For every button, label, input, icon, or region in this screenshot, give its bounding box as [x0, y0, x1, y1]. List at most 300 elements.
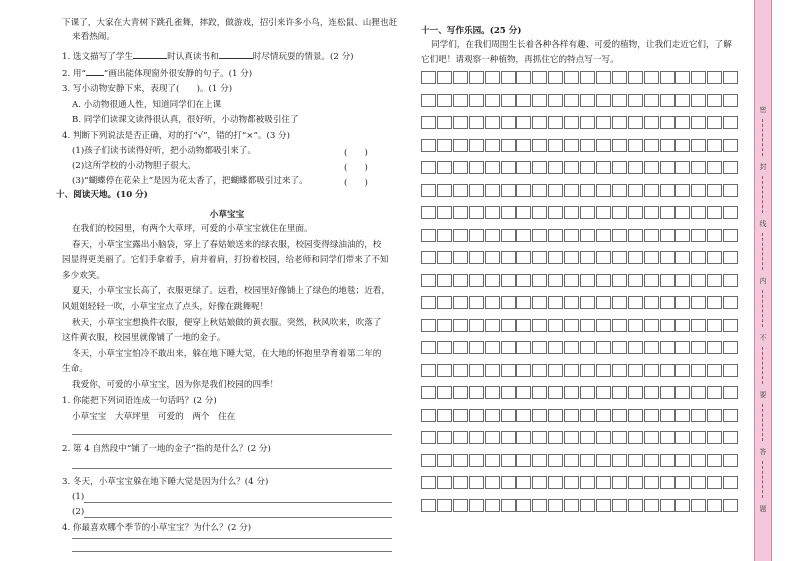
grid-cell[interactable] — [628, 116, 643, 129]
grid-cell[interactable] — [469, 71, 484, 84]
grid-cell[interactable] — [453, 296, 468, 309]
grid-cell[interactable] — [469, 431, 484, 444]
grid-cell[interactable] — [437, 94, 452, 107]
grid-cell[interactable] — [485, 409, 500, 422]
grid-cell[interactable] — [675, 139, 690, 152]
grid-cell[interactable] — [437, 274, 452, 287]
grid-cell[interactable] — [612, 364, 627, 377]
grid-cell[interactable] — [660, 251, 675, 264]
grid-cell[interactable] — [501, 319, 516, 332]
grid-cell[interactable] — [660, 139, 675, 152]
grid-cell[interactable] — [564, 94, 579, 107]
grid-cell[interactable] — [707, 476, 722, 489]
grid-cell[interactable] — [596, 229, 611, 242]
grid-cell[interactable] — [707, 139, 722, 152]
grid-cell[interactable] — [723, 364, 738, 377]
grid-cell[interactable] — [485, 499, 500, 512]
grid-cell[interactable] — [501, 206, 516, 219]
grid-cell[interactable] — [421, 341, 436, 354]
grid-cell[interactable] — [691, 229, 706, 242]
grid-cell[interactable] — [516, 206, 531, 219]
grid-cell[interactable] — [723, 229, 738, 242]
grid-cell[interactable] — [421, 454, 436, 467]
grid-cell[interactable] — [564, 499, 579, 512]
grid-cell[interactable] — [628, 184, 643, 197]
grid-cell[interactable] — [516, 71, 531, 84]
grid-cell[interactable] — [596, 71, 611, 84]
grid-cell[interactable] — [532, 71, 547, 84]
grid-cell[interactable] — [532, 499, 547, 512]
grid-cell[interactable] — [675, 184, 690, 197]
q4-answer-3[interactable]: ( ) — [344, 178, 368, 188]
grid-cell[interactable] — [596, 499, 611, 512]
grid-cell[interactable] — [596, 364, 611, 377]
grid-cell[interactable] — [421, 94, 436, 107]
grid-cell[interactable] — [548, 386, 563, 399]
grid-cell[interactable] — [723, 499, 738, 512]
grid-cell[interactable] — [516, 319, 531, 332]
grid-cell[interactable] — [660, 476, 675, 489]
grid-cell[interactable] — [548, 499, 563, 512]
grid-cell[interactable] — [421, 319, 436, 332]
grid-cell[interactable] — [644, 94, 659, 107]
grid-cell[interactable] — [580, 386, 595, 399]
grid-cell[interactable] — [580, 454, 595, 467]
grid-cell[interactable] — [421, 364, 436, 377]
grid-cell[interactable] — [628, 499, 643, 512]
q4-answer-2[interactable]: ( ) — [344, 163, 368, 173]
grid-cell[interactable] — [660, 409, 675, 422]
grid-cell[interactable] — [453, 229, 468, 242]
grid-cell[interactable] — [628, 476, 643, 489]
grid-cell[interactable] — [660, 161, 675, 174]
grid-cell[interactable] — [437, 409, 452, 422]
grid-cell[interactable] — [548, 161, 563, 174]
grid-cell[interactable] — [469, 296, 484, 309]
grid-cell[interactable] — [437, 139, 452, 152]
grid-cell[interactable] — [501, 94, 516, 107]
grid-cell[interactable] — [437, 71, 452, 84]
grid-cell[interactable] — [612, 116, 627, 129]
grid-cell[interactable] — [628, 341, 643, 354]
grid-cell[interactable] — [723, 454, 738, 467]
grid-cell[interactable] — [421, 184, 436, 197]
grid-cell[interactable] — [660, 341, 675, 354]
grid-cell[interactable] — [564, 71, 579, 84]
grid-cell[interactable] — [628, 364, 643, 377]
grid-cell[interactable] — [485, 251, 500, 264]
grid-cell[interactable] — [469, 251, 484, 264]
grid-cell[interactable] — [453, 274, 468, 287]
grid-cell[interactable] — [596, 94, 611, 107]
grid-cell[interactable] — [580, 364, 595, 377]
grid-cell[interactable] — [580, 476, 595, 489]
grid-cell[interactable] — [628, 94, 643, 107]
grid-cell[interactable] — [612, 71, 627, 84]
q3-option-a[interactable]: A. 小动物很通人性，知道同学们在上课 — [72, 100, 222, 110]
grid-cell[interactable] — [453, 386, 468, 399]
grid-cell[interactable] — [485, 454, 500, 467]
grid-cell[interactable] — [612, 499, 627, 512]
grid-cell[interactable] — [437, 116, 452, 129]
grid-cell[interactable] — [532, 229, 547, 242]
grid-cell[interactable] — [660, 206, 675, 219]
grid-cell[interactable] — [421, 296, 436, 309]
grid-cell[interactable] — [501, 184, 516, 197]
grid-cell[interactable] — [723, 341, 738, 354]
grid-cell[interactable] — [532, 296, 547, 309]
grid-cell[interactable] — [707, 409, 722, 422]
grid-cell[interactable] — [596, 251, 611, 264]
grid-cell[interactable] — [580, 409, 595, 422]
grid-cell[interactable] — [421, 116, 436, 129]
grid-cell[interactable] — [469, 454, 484, 467]
grid-cell[interactable] — [501, 71, 516, 84]
grid-cell[interactable] — [564, 184, 579, 197]
grid-cell[interactable] — [644, 229, 659, 242]
grid-cell[interactable] — [516, 251, 531, 264]
grid-cell[interactable] — [723, 296, 738, 309]
grid-cell[interactable] — [644, 409, 659, 422]
grid-cell[interactable] — [421, 499, 436, 512]
grid-cell[interactable] — [437, 161, 452, 174]
grid-cell[interactable] — [485, 296, 500, 309]
grid-cell[interactable] — [421, 409, 436, 422]
grid-cell[interactable] — [516, 184, 531, 197]
grid-cell[interactable] — [564, 296, 579, 309]
grid-cell[interactable] — [485, 206, 500, 219]
grid-cell[interactable] — [548, 229, 563, 242]
grid-cell[interactable] — [516, 476, 531, 489]
grid-cell[interactable] — [628, 319, 643, 332]
grid-cell[interactable] — [580, 94, 595, 107]
grid-cell[interactable] — [612, 251, 627, 264]
grid-cell[interactable] — [548, 296, 563, 309]
grid-cell[interactable] — [644, 116, 659, 129]
grid-cell[interactable] — [628, 431, 643, 444]
grid-cell[interactable] — [675, 409, 690, 422]
grid-cell[interactable] — [723, 161, 738, 174]
grid-cell[interactable] — [723, 206, 738, 219]
grid-cell[interactable] — [516, 296, 531, 309]
grid-cell[interactable] — [453, 319, 468, 332]
grid-cell[interactable] — [548, 116, 563, 129]
grid-cell[interactable] — [580, 499, 595, 512]
grid-cell[interactable] — [421, 161, 436, 174]
grid-cell[interactable] — [580, 206, 595, 219]
grid-cell[interactable] — [437, 431, 452, 444]
grid-cell[interactable] — [723, 184, 738, 197]
grid-cell[interactable] — [548, 431, 563, 444]
grid-cell[interactable] — [532, 139, 547, 152]
grid-cell[interactable] — [548, 341, 563, 354]
grid-cell[interactable] — [564, 454, 579, 467]
grid-cell[interactable] — [628, 274, 643, 287]
grid-cell[interactable] — [612, 94, 627, 107]
reading-q1-answer-line[interactable] — [72, 434, 392, 435]
grid-cell[interactable] — [691, 296, 706, 309]
grid-cell[interactable] — [707, 71, 722, 84]
grid-cell[interactable] — [707, 341, 722, 354]
grid-cell[interactable] — [628, 386, 643, 399]
grid-cell[interactable] — [580, 251, 595, 264]
grid-cell[interactable] — [437, 251, 452, 264]
grid-cell[interactable] — [723, 409, 738, 422]
grid-cell[interactable] — [691, 274, 706, 287]
grid-cell[interactable] — [612, 454, 627, 467]
grid-cell[interactable] — [485, 161, 500, 174]
grid-cell[interactable] — [644, 454, 659, 467]
reading-q4-answer-line-1[interactable] — [72, 538, 392, 539]
grid-cell[interactable] — [580, 296, 595, 309]
grid-cell[interactable] — [437, 386, 452, 399]
grid-cell[interactable] — [453, 364, 468, 377]
grid-cell[interactable] — [691, 139, 706, 152]
grid-cell[interactable] — [532, 431, 547, 444]
grid-cell[interactable] — [485, 386, 500, 399]
grid-cell[interactable] — [532, 454, 547, 467]
grid-cell[interactable] — [644, 274, 659, 287]
grid-cell[interactable] — [612, 184, 627, 197]
grid-cell[interactable] — [691, 431, 706, 444]
grid-cell[interactable] — [532, 341, 547, 354]
grid-cell[interactable] — [485, 341, 500, 354]
grid-cell[interactable] — [723, 476, 738, 489]
grid-cell[interactable] — [501, 116, 516, 129]
grid-cell[interactable] — [723, 251, 738, 264]
grid-cell[interactable] — [612, 409, 627, 422]
grid-cell[interactable] — [660, 184, 675, 197]
grid-cell[interactable] — [548, 319, 563, 332]
grid-cell[interactable] — [628, 409, 643, 422]
grid-cell[interactable] — [469, 409, 484, 422]
grid-cell[interactable] — [644, 184, 659, 197]
grid-cell[interactable] — [707, 386, 722, 399]
grid-cell[interactable] — [564, 386, 579, 399]
reading-q3-answer-line-1[interactable] — [84, 502, 392, 503]
reading-q2-answer-line[interactable] — [72, 468, 392, 469]
grid-cell[interactable] — [564, 229, 579, 242]
grid-cell[interactable] — [691, 454, 706, 467]
grid-cell[interactable] — [660, 319, 675, 332]
grid-cell[interactable] — [644, 161, 659, 174]
grid-cell[interactable] — [485, 274, 500, 287]
grid-cell[interactable] — [437, 184, 452, 197]
grid-cell[interactable] — [580, 229, 595, 242]
grid-cell[interactable] — [596, 274, 611, 287]
grid-cell[interactable] — [675, 206, 690, 219]
grid-cell[interactable] — [596, 206, 611, 219]
grid-cell[interactable] — [469, 116, 484, 129]
grid-cell[interactable] — [516, 229, 531, 242]
grid-cell[interactable] — [596, 409, 611, 422]
grid-cell[interactable] — [612, 476, 627, 489]
grid-cell[interactable] — [596, 341, 611, 354]
grid-cell[interactable] — [691, 161, 706, 174]
grid-cell[interactable] — [469, 319, 484, 332]
grid-cell[interactable] — [453, 139, 468, 152]
grid-cell[interactable] — [437, 206, 452, 219]
grid-cell[interactable] — [612, 229, 627, 242]
grid-cell[interactable] — [437, 229, 452, 242]
grid-cell[interactable] — [548, 274, 563, 287]
q3-option-b[interactable]: B. 同学们读课文读得很认真，很好听，小动物都被吸引住了 — [72, 115, 299, 125]
grid-cell[interactable] — [707, 94, 722, 107]
grid-cell[interactable] — [421, 431, 436, 444]
grid-cell[interactable] — [644, 319, 659, 332]
grid-cell[interactable] — [675, 251, 690, 264]
grid-cell[interactable] — [469, 341, 484, 354]
grid-cell[interactable] — [469, 274, 484, 287]
grid-cell[interactable] — [612, 274, 627, 287]
grid-cell[interactable] — [421, 139, 436, 152]
grid-cell[interactable] — [691, 341, 706, 354]
grid-cell[interactable] — [532, 386, 547, 399]
grid-cell[interactable] — [660, 499, 675, 512]
grid-cell[interactable] — [501, 251, 516, 264]
grid-cell[interactable] — [707, 184, 722, 197]
grid-cell[interactable] — [548, 94, 563, 107]
grid-cell[interactable] — [548, 364, 563, 377]
grid-cell[interactable] — [564, 161, 579, 174]
grid-cell[interactable] — [421, 251, 436, 264]
grid-cell[interactable] — [516, 386, 531, 399]
grid-cell[interactable] — [437, 476, 452, 489]
grid-cell[interactable] — [580, 274, 595, 287]
grid-cell[interactable] — [675, 454, 690, 467]
grid-cell[interactable] — [532, 94, 547, 107]
grid-cell[interactable] — [628, 251, 643, 264]
grid-cell[interactable] — [548, 409, 563, 422]
grid-cell[interactable] — [596, 184, 611, 197]
grid-cell[interactable] — [485, 116, 500, 129]
grid-cell[interactable] — [675, 296, 690, 309]
grid-cell[interactable] — [564, 116, 579, 129]
grid-cell[interactable] — [628, 71, 643, 84]
grid-cell[interactable] — [469, 386, 484, 399]
grid-cell[interactable] — [660, 229, 675, 242]
grid-cell[interactable] — [580, 116, 595, 129]
grid-cell[interactable] — [675, 274, 690, 287]
grid-cell[interactable] — [421, 229, 436, 242]
grid-cell[interactable] — [501, 454, 516, 467]
grid-cell[interactable] — [501, 476, 516, 489]
grid-cell[interactable] — [532, 161, 547, 174]
grid-cell[interactable] — [596, 431, 611, 444]
grid-cell[interactable] — [691, 319, 706, 332]
grid-cell[interactable] — [453, 251, 468, 264]
grid-cell[interactable] — [501, 161, 516, 174]
grid-cell[interactable] — [516, 116, 531, 129]
q1-blank-2[interactable] — [219, 50, 253, 59]
grid-cell[interactable] — [644, 431, 659, 444]
grid-cell[interactable] — [516, 139, 531, 152]
grid-cell[interactable] — [437, 364, 452, 377]
grid-cell[interactable] — [628, 229, 643, 242]
grid-cell[interactable] — [644, 71, 659, 84]
grid-cell[interactable] — [675, 386, 690, 399]
grid-cell[interactable] — [612, 161, 627, 174]
grid-cell[interactable] — [516, 94, 531, 107]
grid-cell[interactable] — [660, 454, 675, 467]
grid-cell[interactable] — [596, 386, 611, 399]
grid-cell[interactable] — [516, 364, 531, 377]
grid-cell[interactable] — [516, 409, 531, 422]
grid-cell[interactable] — [501, 409, 516, 422]
grid-cell[interactable] — [723, 274, 738, 287]
grid-cell[interactable] — [707, 319, 722, 332]
grid-cell[interactable] — [628, 454, 643, 467]
grid-cell[interactable] — [691, 386, 706, 399]
grid-cell[interactable] — [469, 94, 484, 107]
grid-cell[interactable] — [532, 206, 547, 219]
grid-cell[interactable] — [501, 296, 516, 309]
grid-cell[interactable] — [675, 431, 690, 444]
grid-cell[interactable] — [437, 341, 452, 354]
grid-cell[interactable] — [723, 139, 738, 152]
grid-cell[interactable] — [644, 341, 659, 354]
grid-cell[interactable] — [548, 139, 563, 152]
grid-cell[interactable] — [580, 431, 595, 444]
grid-cell[interactable] — [644, 386, 659, 399]
grid-cell[interactable] — [660, 116, 675, 129]
reading-q3-answer-line-2[interactable] — [84, 517, 392, 518]
grid-cell[interactable] — [596, 296, 611, 309]
grid-cell[interactable] — [501, 499, 516, 512]
grid-cell[interactable] — [660, 274, 675, 287]
grid-cell[interactable] — [691, 251, 706, 264]
grid-cell[interactable] — [469, 476, 484, 489]
grid-cell[interactable] — [469, 161, 484, 174]
grid-cell[interactable] — [437, 319, 452, 332]
grid-cell[interactable] — [532, 476, 547, 489]
grid-cell[interactable] — [723, 94, 738, 107]
grid-cell[interactable] — [453, 184, 468, 197]
grid-cell[interactable] — [532, 184, 547, 197]
grid-cell[interactable] — [628, 139, 643, 152]
grid-cell[interactable] — [501, 139, 516, 152]
grid-cell[interactable] — [691, 206, 706, 219]
grid-cell[interactable] — [421, 476, 436, 489]
grid-cell[interactable] — [675, 94, 690, 107]
grid-cell[interactable] — [612, 386, 627, 399]
grid-cell[interactable] — [453, 206, 468, 219]
grid-cell[interactable] — [453, 116, 468, 129]
grid-cell[interactable] — [660, 94, 675, 107]
grid-cell[interactable] — [707, 296, 722, 309]
grid-cell[interactable] — [453, 476, 468, 489]
grid-cell[interactable] — [453, 94, 468, 107]
grid-cell[interactable] — [453, 431, 468, 444]
grid-cell[interactable] — [437, 454, 452, 467]
grid-cell[interactable] — [707, 161, 722, 174]
grid-cell[interactable] — [723, 431, 738, 444]
grid-cell[interactable] — [516, 341, 531, 354]
grid-cell[interactable] — [675, 341, 690, 354]
grid-cell[interactable] — [437, 296, 452, 309]
grid-cell[interactable] — [485, 476, 500, 489]
grid-cell[interactable] — [469, 364, 484, 377]
grid-cell[interactable] — [675, 364, 690, 377]
grid-cell[interactable] — [580, 161, 595, 174]
grid-cell[interactable] — [516, 431, 531, 444]
grid-cell[interactable] — [532, 364, 547, 377]
grid-cell[interactable] — [564, 431, 579, 444]
grid-cell[interactable] — [453, 71, 468, 84]
grid-cell[interactable] — [548, 251, 563, 264]
grid-cell[interactable] — [564, 341, 579, 354]
grid-cell[interactable] — [516, 161, 531, 174]
